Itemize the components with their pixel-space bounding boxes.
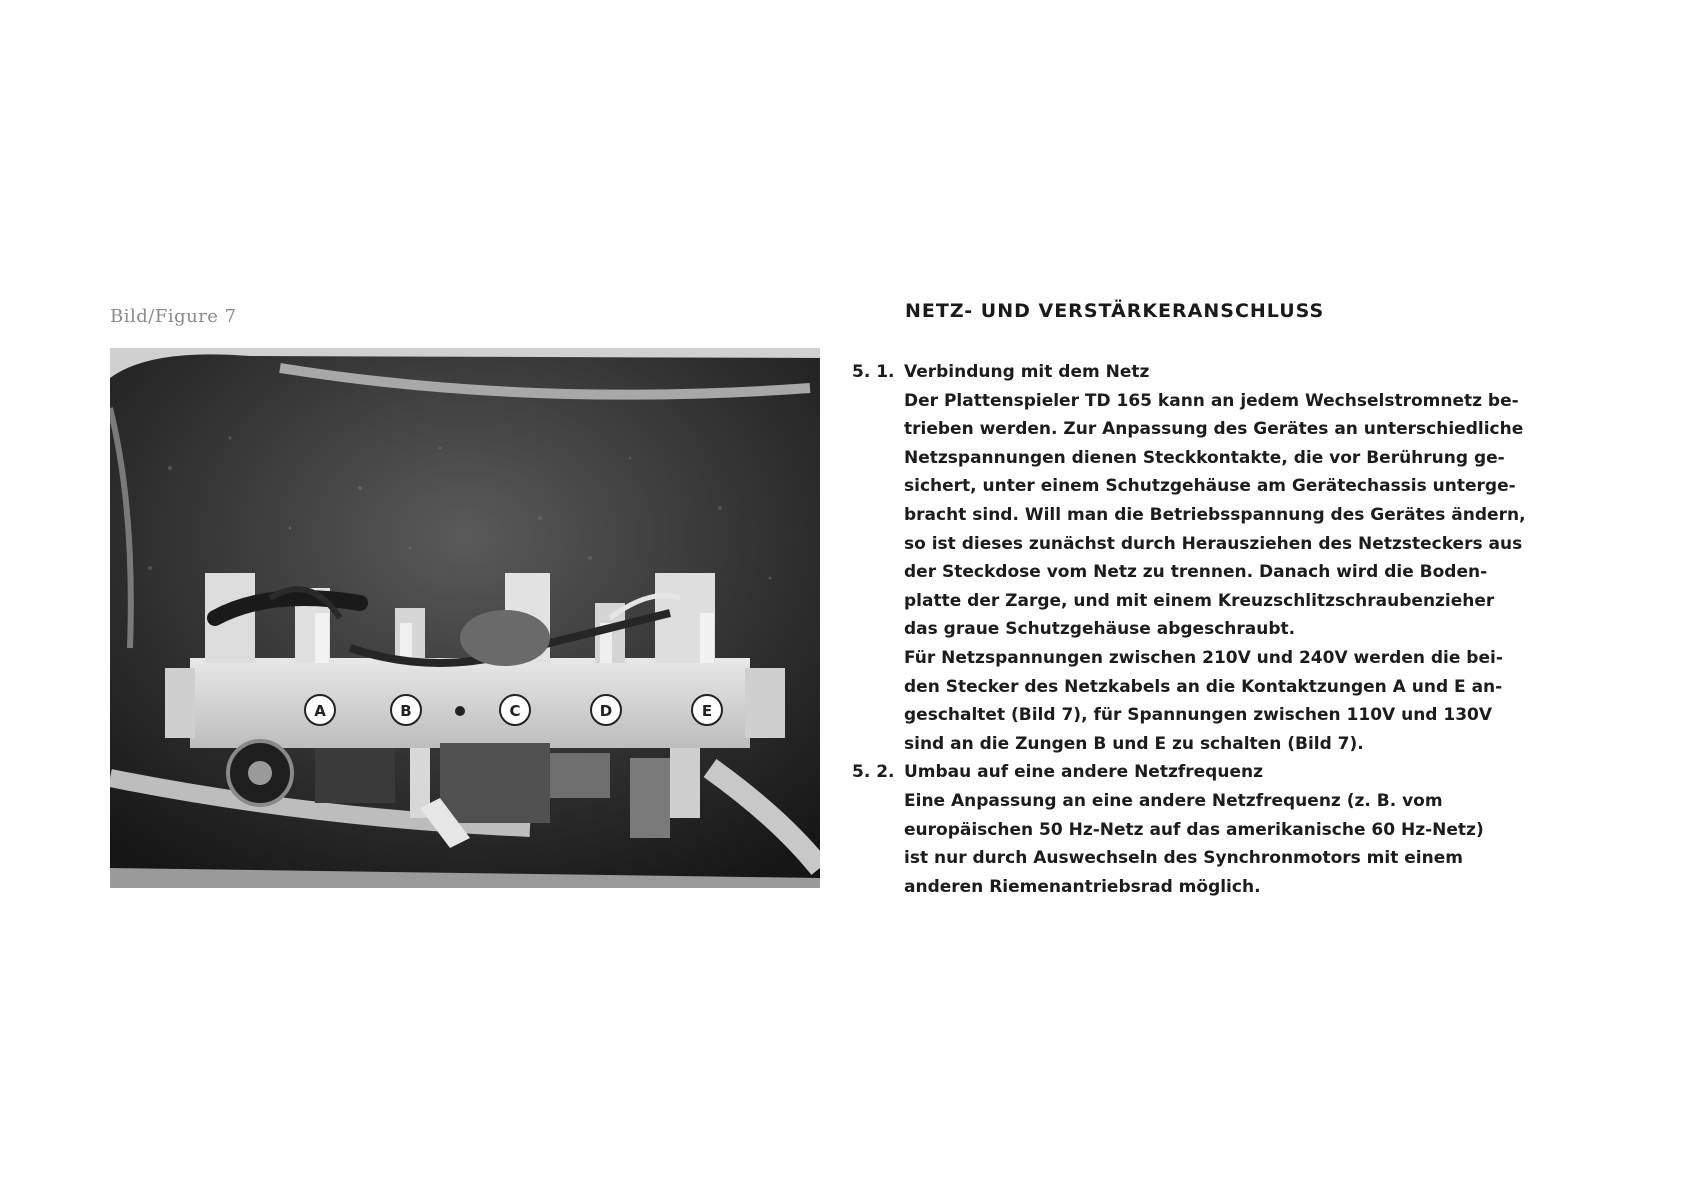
section-number: 5. 1.: [852, 362, 895, 382]
svg-text:E: E: [701, 702, 713, 720]
text-line: platte der Zarge, und mit einem Kreuzschlitzschraubenzieher: [904, 590, 1495, 611]
text-line: so ist dieses zunächst durch Herausziehen des Netzsteckers aus: [904, 533, 1523, 554]
text-line: Für Netzspannungen zwischen 210V und 240V werden die bei-: [904, 647, 1503, 668]
text-line: geschaltet (Bild 7), für Spannungen zwischen 110V und 130V: [904, 705, 1493, 726]
text-line: bracht sind. Will man die Betriebsspannung des Gerätes ändern,: [904, 504, 1526, 525]
section-title: Verbindung mit dem Netz: [904, 362, 1150, 382]
text-line: trieben werden. Zur Anpassung des Gerätes an unterschiedliche: [904, 419, 1524, 440]
contact-label-c: [500, 695, 530, 725]
text-line: sind an die Zungen B und E zu schalten (Bild 7).: [904, 733, 1364, 754]
text-line: der Steckdose vom Netz zu trennen. Danach wird die Boden-: [904, 562, 1488, 583]
text-line: Der Plattenspieler TD 165 kann an jedem Wechselstromnetz be-: [904, 390, 1519, 411]
contact-label-b: [391, 695, 421, 725]
section-title: Umbau auf eine andere Netzfrequenz: [904, 762, 1263, 783]
text-line: den Stecker des Netzkabels an die Kontaktzungen A und E an-: [904, 676, 1503, 697]
text-line: Netzspannungen dienen Steckkontakte, die vor Berührung ge-: [904, 447, 1505, 468]
contact-label-a: [305, 695, 335, 725]
svg-text:A: A: [314, 702, 326, 720]
section-5-1: [852, 358, 1612, 758]
text-line: das graue Schutzgehäuse abgeschraubt.: [904, 619, 1296, 640]
figure-photo: [110, 348, 820, 888]
text-line: sichert, unter einem Schutzgehäuse am Gerätechassis unterge-: [904, 476, 1516, 497]
section-number: 5. 2.: [852, 762, 895, 783]
contact-label-d: [591, 695, 621, 725]
svg-text:D: D: [599, 702, 613, 720]
svg-text:C: C: [509, 702, 521, 720]
text-line: Eine Anpassung an eine andere Netzfrequenz (z. B. vom: [904, 790, 1443, 811]
instructions-text: [852, 358, 1612, 901]
section-5-2: [852, 758, 1612, 901]
contact-label-e: [692, 695, 722, 725]
text-line: europäischen 50 Hz-Netz auf das amerikanische 60 Hz-Netz): [904, 819, 1484, 840]
figure-caption: Bild/Figure 7: [110, 306, 237, 327]
text-line: ist nur durch Auswechseln des Synchronmotors mit einem: [904, 848, 1463, 869]
svg-text:B: B: [400, 702, 412, 720]
turntable-chassis-photo: [110, 348, 820, 888]
text-line: anderen Riemenantriebsrad möglich.: [904, 876, 1261, 897]
section-heading: NETZ- UND VERSTÄRKERANSCHLUSS: [905, 300, 1325, 322]
